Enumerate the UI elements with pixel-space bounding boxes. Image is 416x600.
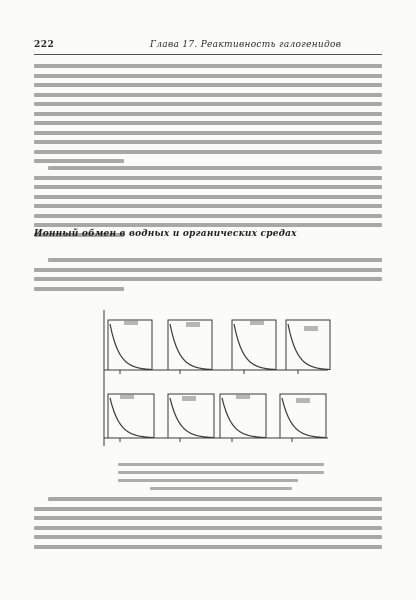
panel-label-blur [236,394,250,399]
bottom-panel-curve [170,398,214,438]
illegible-text-line [34,74,382,78]
top-panel-curve [234,324,276,370]
panel-label-blur [296,398,310,403]
illegible-text-line [34,140,382,144]
illegible-text-line [34,131,382,135]
illegible-text-line [34,83,382,87]
illegible-caption-line [118,471,324,474]
figure-graphic [90,306,332,456]
bottom-panel-outline [108,394,154,438]
illegible-text-line [48,258,382,262]
illegible-caption-line [150,487,292,490]
illegible-text-line [34,545,382,549]
illegible-text-line [34,507,382,511]
illegible-text-line [34,535,382,539]
illegible-text-line [34,277,382,281]
illegible-caption-line [118,479,298,482]
illegible-text-line [34,64,382,68]
top-panel-outline [168,320,212,370]
illegible-text-line [34,185,382,189]
panel-label-blur [182,396,196,401]
top-panel-curve [110,324,152,370]
running-head [0,40,416,52]
illegible-text-line [34,268,382,272]
illegible-text-line [34,159,124,163]
illegible-caption-line [118,463,324,466]
illegible-text-line [34,214,382,218]
top-panel-curve [170,324,212,370]
chapter-title: Глава 17. Реактивность галогенидов [150,40,342,50]
illegible-text-line [34,176,382,180]
illegible-text-line [34,526,382,530]
bottom-panel-outline [220,394,266,438]
illegible-text-line [34,102,382,106]
illegible-text-line [34,516,382,520]
page-number: 222 [34,40,55,50]
illegible-text-line [48,497,382,501]
top-panel-outline [232,320,276,370]
panel-label-blur [120,394,134,399]
section-heading: Ионный обмен в водных и органических средах [34,229,297,239]
bottom-panel-curve [222,398,266,438]
illegible-text-line [34,93,382,97]
panel-label-blur [250,320,264,325]
header-rule [34,54,382,55]
illegible-text-line [34,223,382,227]
panel-label-blur [124,320,138,325]
illegible-text-line [34,287,124,291]
illegible-text-line [34,121,382,125]
figure-plot [90,306,332,456]
illegible-text-line [34,195,382,199]
illegible-text-line [34,150,382,154]
panel-label-blur [304,326,318,331]
illegible-text-line [34,204,382,208]
top-panel-outline [108,320,152,370]
bottom-panel-curve [282,398,326,438]
panel-label-blur [186,322,200,327]
bottom-panel-curve [110,398,154,438]
illegible-text-line [48,166,382,170]
illegible-text-line [34,112,382,116]
